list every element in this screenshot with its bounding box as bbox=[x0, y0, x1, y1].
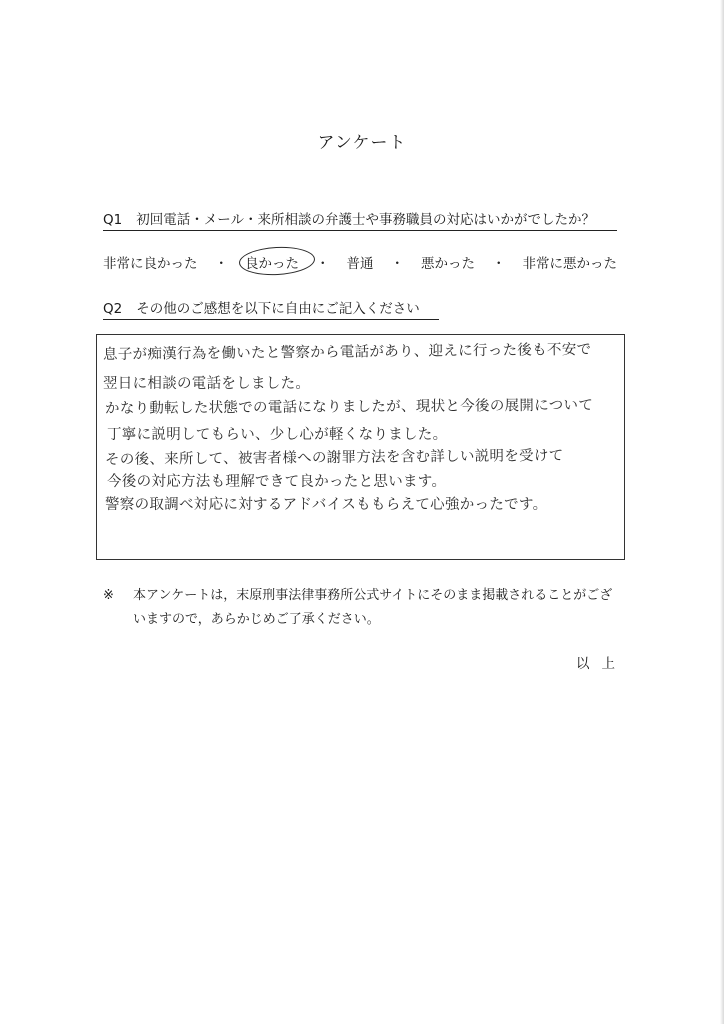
question-1 bbox=[103, 208, 595, 228]
question-2-text: その他のご感想を以下に自由にご記入ください bbox=[136, 301, 420, 317]
selection-circle bbox=[238, 245, 315, 277]
closing-text: 以上 bbox=[576, 656, 627, 672]
handwritten-answer-line: かなり動転した状態での電話になりましたが、現状と今後の展開について bbox=[104, 397, 594, 417]
page-title: アンケート bbox=[317, 133, 407, 153]
publication-note bbox=[103, 584, 623, 632]
option-good-label: 良かった bbox=[245, 256, 299, 272]
option-separator: ・ bbox=[492, 256, 506, 272]
handwritten-answer-line: その後、来所して、被害者様への謝罪方法を含む詳しい説明を受けて bbox=[104, 447, 564, 468]
question-1-number: Q1 bbox=[103, 212, 123, 228]
option-separator: ・ bbox=[390, 256, 404, 272]
option-separator: ・ bbox=[316, 256, 330, 272]
handwritten-answer-line: 丁寧に説明してもらい、少し心が軽くなりました。 bbox=[107, 427, 448, 443]
question-2 bbox=[103, 297, 420, 317]
handwritten-answer-line: 翌日に相談の電話をしました。 bbox=[103, 376, 311, 392]
option-very-bad: 非常に悪かった bbox=[522, 256, 617, 272]
question-1-text: 初回電話・メール・来所相談の弁護士や事務職員の対応はいかがでしたか？ bbox=[136, 212, 595, 228]
option-average: 普通 bbox=[346, 256, 374, 272]
question-2-underline bbox=[103, 319, 439, 320]
question-1-options bbox=[103, 252, 617, 272]
handwritten-answer-line: 今後の対応方法も理解できて良かったと思います。 bbox=[107, 474, 447, 490]
question-1-underline bbox=[103, 230, 617, 231]
note-text: 本アンケートは，末原刑事法律事務所公式サイトにそのまま掲載されることがございますので，あらかじめご了承ください。 bbox=[133, 588, 613, 627]
option-bad: 悪かった bbox=[421, 256, 475, 272]
option-separator: ・ bbox=[214, 256, 228, 272]
handwritten-answer-line: 警察の取調べ対応に対するアドバイスももらえて心強かったです。 bbox=[105, 497, 548, 513]
handwritten-answer-line: 息子が痴漢行為を働いたと警察から電話があり、迎えに行った後も不安で bbox=[102, 341, 592, 363]
option-good-selected bbox=[245, 252, 299, 272]
option-very-good: 非常に良かった bbox=[103, 256, 198, 272]
question-2-number: Q2 bbox=[103, 301, 123, 317]
note-mark: ※ bbox=[103, 588, 114, 603]
scan-edge-shadow bbox=[720, 0, 724, 1024]
